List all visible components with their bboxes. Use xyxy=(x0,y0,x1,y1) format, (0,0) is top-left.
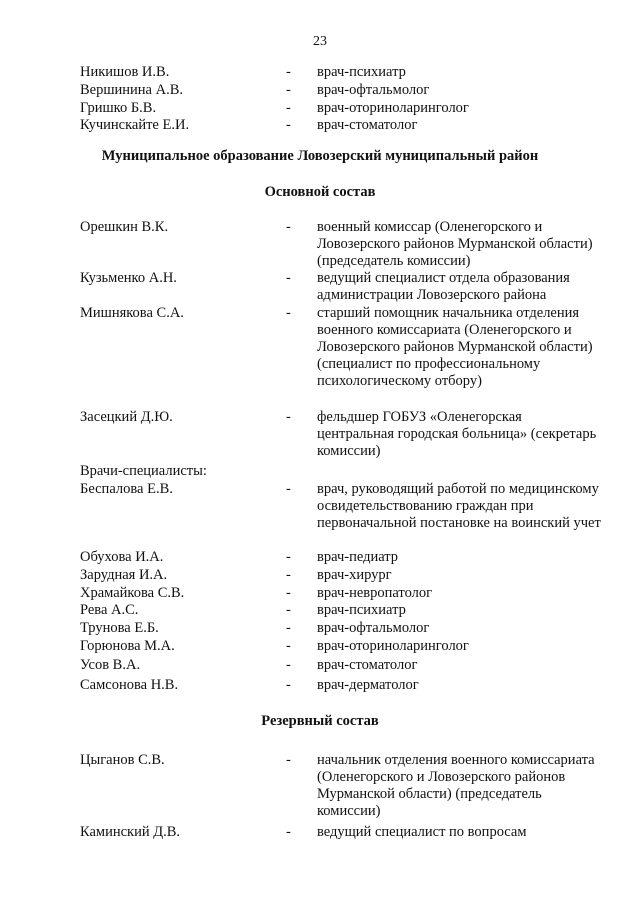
person-role: старший помощник начальника отделения военного комиссариата (Оленегорского и Ловозерского районов Мурманской области) (специалист по профессиональному психологическому отбору) xyxy=(317,305,593,389)
person-name: Никишов И.В. xyxy=(80,64,170,80)
person-name: Горюнова М.А. xyxy=(80,638,175,654)
dash: - xyxy=(286,82,291,98)
dash: - xyxy=(286,481,291,497)
reserve-heading: Резервный состав xyxy=(261,713,379,729)
person-role: военный комиссар (Оленегорского и Ловозерского районов Мурманской области) (председатель комиссии) xyxy=(317,219,593,269)
person-role: врач-дерматолог xyxy=(317,677,419,693)
person-name: Беспалова Е.В. xyxy=(80,481,173,497)
main-heading: Основной состав xyxy=(264,184,376,200)
person-name: Каминский Д.В. xyxy=(80,824,181,840)
person-role: ведущий специалист по вопросам xyxy=(317,824,527,840)
dash: - xyxy=(286,620,291,636)
person-role: врач-офтальмолог xyxy=(317,82,430,98)
dash: - xyxy=(286,270,291,286)
person-name: Самсонова Н.В. xyxy=(80,677,179,693)
person-role: врач-невропатолог xyxy=(317,585,433,601)
person-role: врач-офтальмолог xyxy=(317,620,430,636)
person-name: Засецкий Д.Ю. xyxy=(80,409,173,425)
dash: - xyxy=(286,585,291,601)
dash: - xyxy=(286,549,291,565)
person-role: врач-стоматолог xyxy=(317,657,418,673)
person-name: Вершинина А.В. xyxy=(80,82,184,98)
person-role: врач-педиатр xyxy=(317,549,399,565)
doctors-label: Врачи-специалисты: xyxy=(80,463,207,479)
dash: - xyxy=(286,657,291,673)
person-role: врач-оториноларинголог xyxy=(317,638,469,654)
dash: - xyxy=(286,219,291,235)
dash: - xyxy=(286,602,291,618)
dash: - xyxy=(286,752,291,768)
person-name: Рева А.С. xyxy=(80,602,139,618)
dash: - xyxy=(286,305,291,321)
person-name: Зарудная И.А. xyxy=(80,567,168,583)
person-name: Трунова Е.Б. xyxy=(80,620,159,636)
person-name: Цыганов С.В. xyxy=(80,752,165,768)
dash: - xyxy=(286,64,291,80)
person-role: начальник отделения военного комиссариата (Оленегорского и Ловозерского районов Мурманской области) (председатель комиссии) xyxy=(317,752,595,819)
dash: - xyxy=(286,100,291,116)
section-title: Муниципальное образование Ловозерский муниципальный район xyxy=(101,148,539,164)
person-role: врач-психиатр xyxy=(317,602,406,618)
person-role: врач-психиатр xyxy=(317,64,406,80)
person-role: фельдшер ГОБУЗ «Оленегорская центральная городская больница» (секретарь комиссии) xyxy=(317,409,597,459)
person-role: врач-стоматолог xyxy=(317,117,418,133)
dash: - xyxy=(286,677,291,693)
dash: - xyxy=(286,824,291,840)
person-role: ведущий специалист отдела образования администрации Ловозерского района xyxy=(317,270,570,303)
person-name: Мишнякова С.А. xyxy=(80,305,184,321)
person-name: Кучинскайте Е.И. xyxy=(80,117,190,133)
person-name: Гришко Б.В. xyxy=(80,100,157,116)
dash: - xyxy=(286,117,291,133)
dash: - xyxy=(286,409,291,425)
person-name: Кузьменко А.Н. xyxy=(80,270,177,286)
dash: - xyxy=(286,567,291,583)
person-role: врач, руководящий работой по медицинскому освидетельствованию граждан при первоначальной постановке на воинский учет xyxy=(317,481,601,531)
page-number: 23 xyxy=(313,34,327,49)
person-role: врач-оториноларинголог xyxy=(317,100,469,116)
person-name: Храмайкова С.В. xyxy=(80,585,185,601)
person-role: врач-хирург xyxy=(317,567,392,583)
dash: - xyxy=(286,638,291,654)
person-name: Обухова И.А. xyxy=(80,549,164,565)
person-name: Усов В.А. xyxy=(80,657,141,673)
person-name: Орешкин В.К. xyxy=(80,219,169,235)
